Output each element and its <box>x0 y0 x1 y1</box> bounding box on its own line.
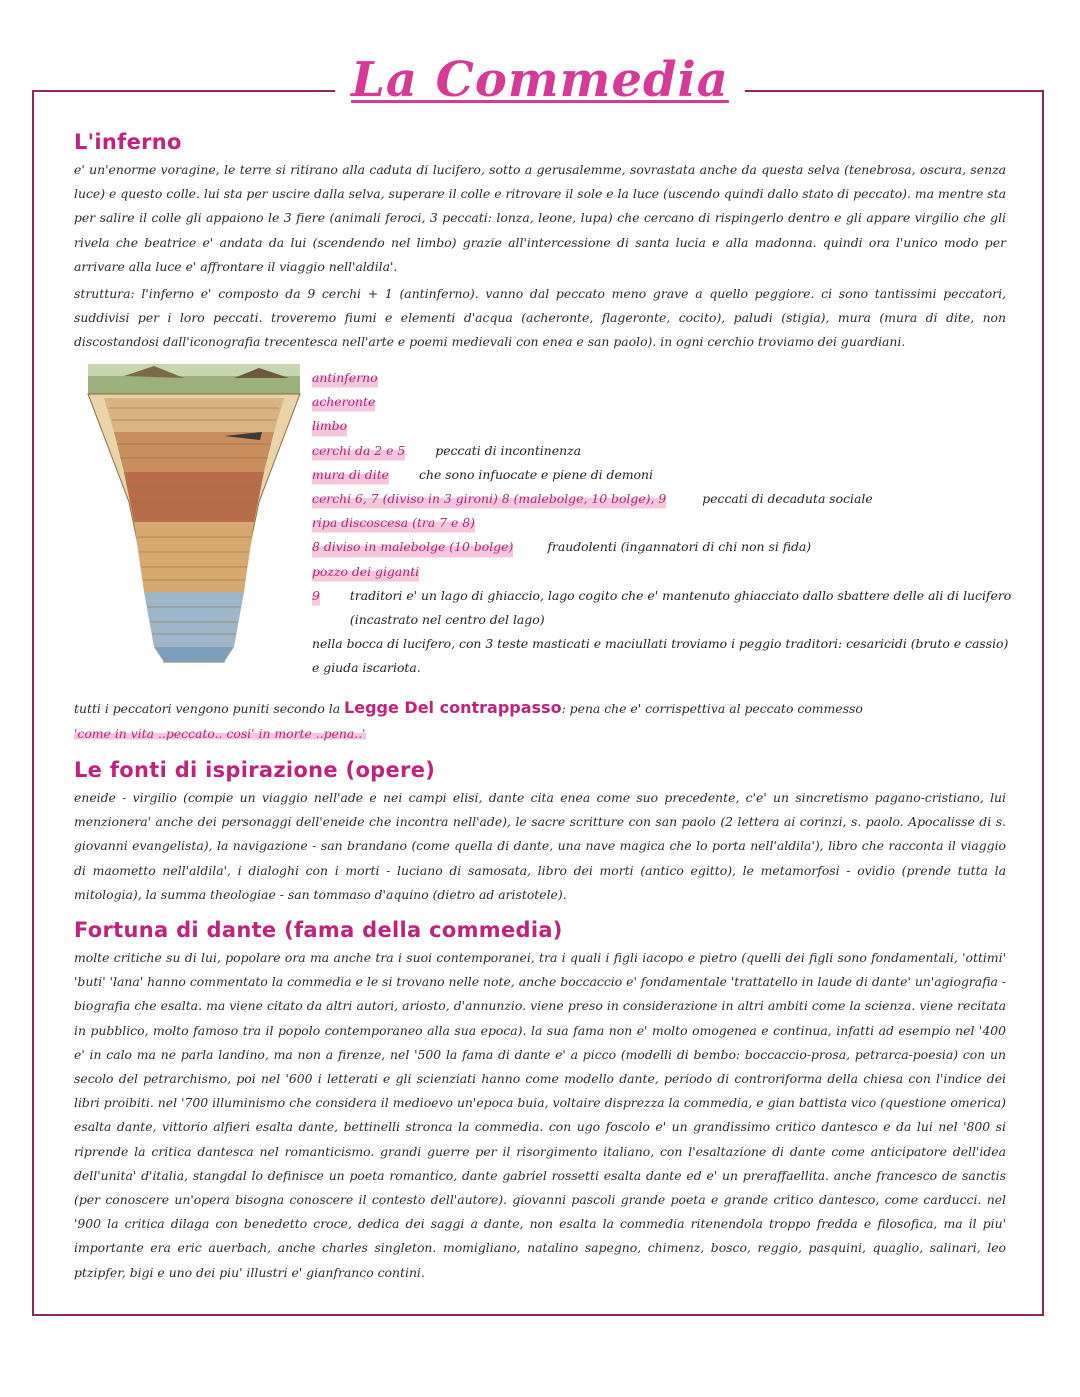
inferno-structure-list <box>312 366 1012 681</box>
list-item: mura di dite che sono infuocate e piene di demoni <box>312 463 1012 487</box>
list-item: nella bocca di lucifero, con 3 teste masticati e maciullati troviamo i peggio traditori: cesaricidi (bruto e cassio) e giuda iscariota. <box>312 636 1009 676</box>
list-item: ripa discoscesa (tra 7 e 8) <box>312 511 1012 535</box>
list-item: acheronte <box>312 390 1012 414</box>
inferno-heading: L'inferno <box>74 130 182 154</box>
inferno-structure-paragraph: struttura: l'inferno e' composto da 9 cerchi + 1 (antinferno). vanno dal peccato meno grave a quello peggiore. ci sono tantissimi peccatori, suddivisi per i loro peccati. troveremo fiumi e elementi d'acqua (acheronte, flageronte, cocito), paludi (stigia), mura (mura di dite, non discostandosi dall'iconografia trecentesca nell'arte e poemi medievali con enea e san paolo). in ogni cerchio troviamo dei guardiani. <box>74 286 1006 350</box>
contrappasso-line: tutti i peccatori vengono puniti secondo la Legge Del contrappasso: pena che e' corrispettiva al peccato commesso <box>74 698 863 717</box>
list-item: 8 diviso in malebolge (10 bolge) fraudolenti (ingannatori di chi non si fida) <box>312 535 1012 559</box>
fonti-paragraph: eneide - virgilio (compie un viaggio nell'ade e nei campi elisi, dante cita enea come suo precedente, c'e' un sincretismo pagano-cristiano, lui menzionera' anche dei personaggi dell'eneide che incontra nell'ade), le sacre scritture con san paolo (2 lettera ai corinzi, s. paolo. Apocalisse di s. giovanni evangelista), la navigazione - san brandano (come quella di dante, una nave magica che lo porta nell'aldila'), libro che racconta il viaggio di maometto nell'aldila', i dialoghi con i morti - luciano di samosata, libro dei morti (antico egitto), le metamorfosi - ovidio (prende tutta la mitologia), la summa theologiae - san tommaso d'aquino (dietro ad aristotele). <box>74 790 1006 902</box>
list-item: pozzo dei giganti <box>312 560 1012 584</box>
list-item: cerchi 6, 7 (diviso in 3 gironi) 8 (malebolge, 10 bolge), 9 peccati di decaduta sociale <box>312 487 1012 511</box>
list-item: cerchi da 2 e 5 peccati di incontinenza <box>312 439 1012 463</box>
contrappasso-quote: 'come in vita ..peccato.. cosi' in morte ..pena..' <box>74 726 366 741</box>
list-item: limbo <box>312 414 1012 438</box>
fortuna-paragraph: molte critiche su di lui, popolare ora ma anche tra i suoi contemporanei, tra i quali i figli iacopo e pietro (quelli dei figli sono fondamentali, 'ottimi' 'buti' 'lana' hanno commentato la commedia e le si trovano nelle note, anche boccaccio e' fondamentale 'trattatello in laude di dante' un'agiografia - biografia che esalta. ma viene citato da altri autori, ariosto, d'annunzio. viene preso in considerazione in altri ambiti come la scienza. viene recitata in pubblico, molto famoso tra il popolo contemporaneo alla sua epoca). la sua fama non e' molto omogenea e continua, infatti ad esempio nel '400 e' in calo ma ne parla landino, ma non a firenze, nel '500 la fama di dante e' a picco (modelli di bembo: boccaccio-prosa, petrarca-poesia) con un secolo del petrarchismo, poi nel '600 i letterati e gli scienziati hanno come modello dante, periodo di controriforma della chiesa con l'indice dei libri proibiti. nel '700 illuminismo che considera il medioevo un'epoca buia, voltaire disprezza la commedia, e gian battista vico (questione omerica) esalta dante, vittorio alfieri esalta dante, bettinelli stronca la commedia. con ugo foscolo e' un grandissimo critico dantesco e da lui nel '800 si riprende la critica dantesca nel romanticismo. grandi guerre per il risorgimento italiano, con l'esaltazione di dante come anticipatore dell'idea dell'unita' d'italia, stangdal lo definisce un poeta romantico, dante gabriel rossetti esalta dante ed e' un preraffaellita. anche francesco de sanctis (per conoscere un'opera bisogna conoscere il contesto dell'autore). giovanni pascoli grande poeta e grande critico dantesco, come carducci. nel '900 la critica dilaga con benedetto croce, dedica dei saggi a dante, non esalta la commedia ritenendola troppo fredda e filosofica, ma il piu' importante era eric auerbach, anche charles singleton. momigliano, natalino sapegno, chimenz, bosco, reggio, pasquini, quaglio, salinari, leo ptzipfer, bigi e uno dei piu' illustri e' gianfranco contini. <box>74 950 1006 1280</box>
fonti-heading: Le fonti di ispirazione (opere) <box>74 758 436 782</box>
inferno-paragraph-1: e' un'enorme voragine, le terre si ritirano alla caduta di lucifero, sotto a gerusalemme, sovrastata anche da questa selva (tenebrosa, oscura, senza luce) e questo colle. lui sta per uscire dalla selva, superare il colle e ritrovare il sole e la luce (uscendo quindi dallo stato di peccato). ma mentre sta per salire il colle gli appaiono le 3 fiere (animali feroci, 3 peccati: lonza, leone, lupa) che cercano di rispingerlo dentro e gli appare virgilio che gli rivela che beatrice e' andata da lui (scendendo nel limbo) grazie all'intercessione di santa lucia e alla madonna. quindi ora l'unico modo per arrivare alla luce e' affrontare il viaggio nell'aldila'. <box>74 162 1006 274</box>
fortuna-heading: Fortuna di dante (fama della commedia) <box>74 918 563 942</box>
list-item: antinferno <box>312 366 1012 390</box>
page-title: La Commedia <box>0 52 1080 108</box>
contrappasso-term: Legge Del contrappasso <box>344 698 562 717</box>
list-item: 9 traditori e' un lago di ghiaccio, lago cogito che e' mantenuto ghiacciato dallo sbattere delle ali di lucifero (incastrato nel centro del lago) <box>312 584 1012 632</box>
inferno-diagram <box>84 362 304 678</box>
